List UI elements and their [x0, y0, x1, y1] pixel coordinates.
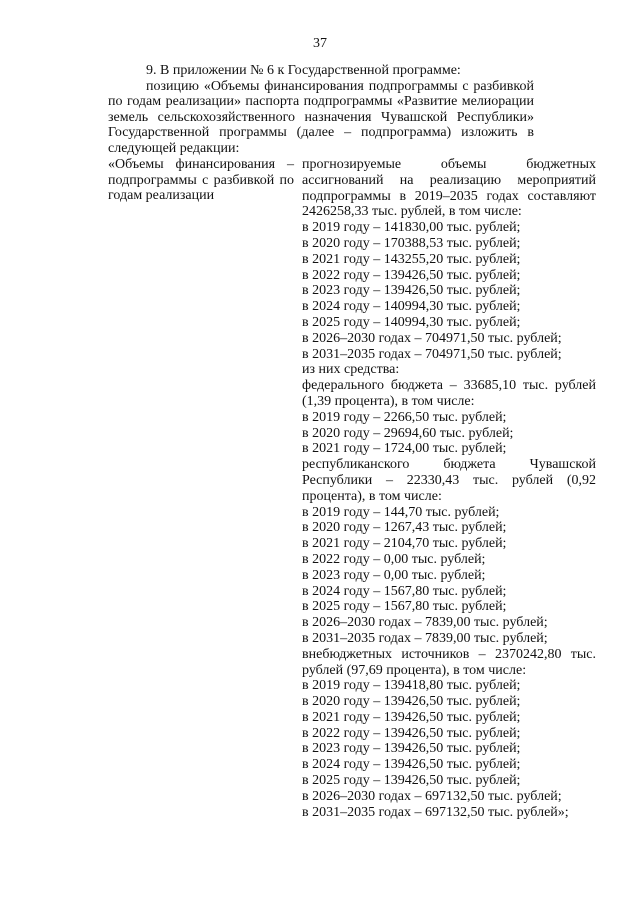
year-line: в 2024 году – 139426,50 тыс. рублей;	[302, 757, 521, 773]
financing-content	[302, 157, 596, 820]
year-line: в 2025 году – 140994,30 тыс. рублей;	[302, 314, 521, 330]
year-line: в 2025 году – 1567,80 тыс. рублей;	[302, 599, 507, 615]
extrabudget-heading: внебюджетных источников – 2370242,80 тыс. рублей (97,69 процента), в том числе:	[302, 646, 596, 678]
year-line: в 2031–2035 годах – 7839,00 тыс. рублей;	[302, 630, 548, 646]
year-line: в 2026–2030 годах – 7839,00 тыс. рублей;	[302, 615, 548, 631]
year-line: в 2031–2035 годах – 704971,50 тыс. рублей;	[302, 346, 562, 362]
sources-heading: из них средства:	[302, 362, 400, 378]
year-line: в 2022 году – 139426,50 тыс. рублей;	[302, 725, 521, 741]
intro-section	[108, 63, 534, 157]
year-line: в 2022 году – 139426,50 тыс. рублей;	[302, 267, 521, 283]
year-line: в 2023 году – 139426,50 тыс. рублей;	[302, 741, 521, 757]
total-years-list	[302, 220, 596, 362]
year-line: в 2021 году – 1724,00 тыс. рублей;	[302, 441, 507, 457]
year-line: в 2024 году – 1567,80 тыс. рублей;	[302, 583, 507, 599]
year-line: в 2020 году – 1267,43 тыс. рублей;	[302, 520, 507, 536]
page-number: 37	[313, 36, 327, 51]
year-line: в 2019 году – 141830,00 тыс. рублей;	[302, 220, 521, 236]
year-line: в 2019 году – 139418,80 тыс. рублей;	[302, 678, 521, 694]
year-line: в 2019 году – 2266,50 тыс. рублей;	[302, 409, 507, 425]
republic-heading: республиканского бюджета Чувашской Республики – 22330,43 тыс. рублей (0,92 процента), в том числе:	[302, 457, 596, 504]
position-label: «Объемы финансирования – подпрограммы с разбивкой по годам реализации	[108, 157, 294, 204]
year-line: в 2024 году – 140994,30 тыс. рублей;	[302, 299, 521, 315]
intro-heading: 9. В приложении № 6 к Государственной программе:	[146, 63, 461, 78]
year-line: в 2025 году – 139426,50 тыс. рублей;	[302, 773, 521, 789]
federal-years-list	[302, 410, 596, 457]
year-line: в 2020 году – 170388,53 тыс. рублей;	[302, 235, 521, 251]
year-line: в 2022 году – 0,00 тыс. рублей;	[302, 551, 486, 567]
year-line: в 2023 году – 139426,50 тыс. рублей;	[302, 283, 521, 299]
year-line: в 2019 году – 144,70 тыс. рублей;	[302, 504, 500, 520]
year-line: в 2023 году – 0,00 тыс. рублей;	[302, 567, 486, 583]
year-line: в 2020 году – 29694,60 тыс. рублей;	[302, 425, 514, 441]
extrabudget-years-list	[302, 678, 596, 820]
year-line: в 2021 году – 2104,70 тыс. рублей;	[302, 536, 507, 552]
year-line: в 2026–2030 годах – 704971,50 тыс. рублей;	[302, 330, 562, 346]
opening-text: прогнозируемые объемы бюджетных ассигнований на реализацию мероприятий подпрограммы в 2019–2035 годах составляют 2426258,33 тыс. рублей, в том числе:	[302, 157, 596, 220]
federal-heading: федерального бюджета – 33685,10 тыс. рублей (1,39 процента), в том числе:	[302, 378, 596, 409]
year-line: в 2031–2035 годах – 697132,50 тыс. рублей»;	[302, 804, 569, 820]
year-line: в 2026–2030 годах – 697132,50 тыс. рублей;	[302, 788, 562, 804]
year-line: в 2021 году – 139426,50 тыс. рублей;	[302, 709, 521, 725]
republic-years-list	[302, 505, 596, 647]
year-line: в 2021 году – 143255,20 тыс. рублей;	[302, 251, 521, 267]
intro-paragraph: позицию «Объемы финансирования подпрограммы с разбивкой по годам реализации» паспорта подпрограммы «Развитие мелиорации земель сельскохозяйственного назначения Чувашской Республики» Государственной программы (далее – подпрограмма) изложить в следующей редакции:	[108, 78, 534, 156]
year-line: в 2020 году – 139426,50 тыс. рублей;	[302, 694, 521, 710]
